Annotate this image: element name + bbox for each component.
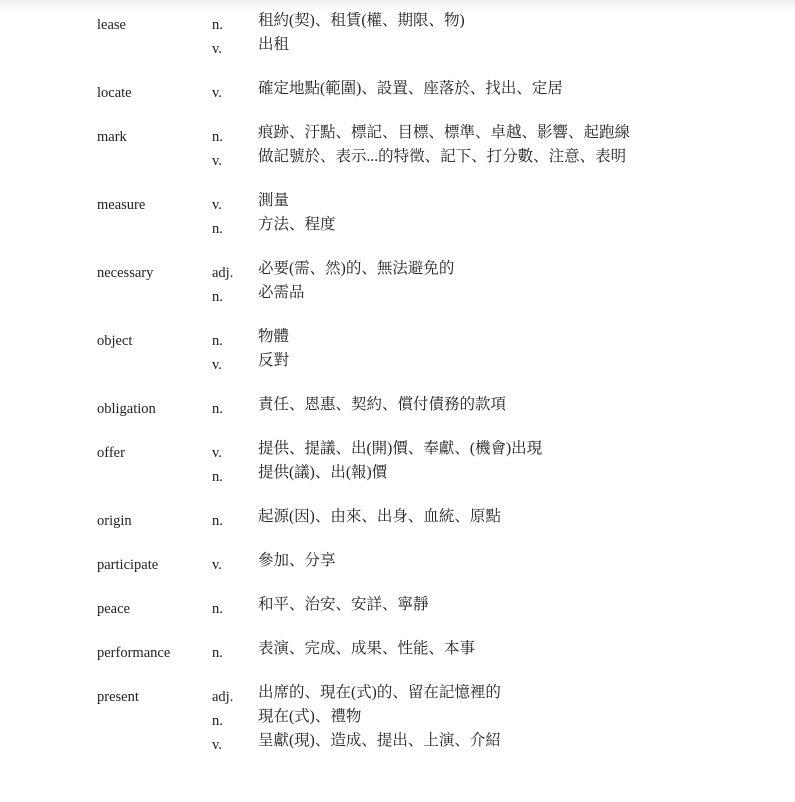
vocab-entry [0,77,795,101]
sense-row [0,77,795,101]
definition: 責任、恩惠、契約、償付債務的款項 [258,396,507,413]
entry-word: participate [97,557,159,573]
part-of-speech: n. [212,401,223,417]
sense-row [0,729,795,753]
part-of-speech: v. [212,197,222,213]
part-of-speech: adj. [212,689,234,705]
sense-row [0,9,795,33]
part-of-speech: adj. [212,265,234,281]
entry-word: locate [97,85,132,101]
sense-list [0,77,795,101]
entry-word: origin [97,513,132,529]
sense-row [0,257,795,281]
definition: 呈獻(現)、造成、提出、上演、介紹 [258,732,501,749]
sense-list [0,549,795,573]
definition: 做記號於、表示...的特徵、記下、打分數、注意、表明 [258,148,627,165]
part-of-speech: n. [212,469,223,485]
vocab-entry [0,505,795,529]
sense-list [0,121,795,169]
definition: 參加、分享 [258,552,336,569]
entry-word: lease [97,17,126,33]
sense-row [0,593,795,617]
part-of-speech: v. [212,41,222,57]
part-of-speech: n. [212,601,223,617]
definition: 痕跡、汙點、標記、目標、標準、卓越、影響、起跑線 [258,124,631,141]
definition: 必要(需、然)的、無法避免的 [258,260,455,277]
sense-list [0,593,795,617]
definition: 和平、治安、安詳、寧靜 [258,596,429,613]
sense-row [0,281,795,305]
sense-row [0,681,795,705]
entry-word: performance [97,645,171,661]
definition: 必需品 [258,284,305,301]
part-of-speech: n. [212,221,223,237]
sense-list [0,437,795,485]
sense-row [0,437,795,461]
sense-list [0,257,795,305]
entry-word: obligation [97,401,156,417]
vocab-entry [0,593,795,617]
vocab-entry [0,9,795,57]
sense-list [0,505,795,529]
vocab-entry [0,325,795,373]
part-of-speech: v. [212,557,222,573]
sense-row [0,549,795,573]
sense-row [0,461,795,485]
sense-row [0,393,795,417]
entry-word: mark [97,129,127,145]
entry-word: necessary [97,265,154,281]
definition: 物體 [258,328,290,345]
entry-word: measure [97,197,146,213]
vocab-entry [0,437,795,485]
sense-list [0,9,795,57]
sense-list [0,393,795,417]
sense-list [0,325,795,373]
sense-row [0,637,795,661]
definition: 表演、完成、成果、性能、本事 [258,640,476,657]
part-of-speech: n. [212,17,223,33]
sense-row [0,121,795,145]
definition: 出席的、現在(式)的、留在記憶裡的 [258,684,501,701]
part-of-speech: v. [212,445,222,461]
vocab-entry [0,681,795,753]
part-of-speech: n. [212,713,223,729]
sense-row [0,213,795,237]
entry-word: present [97,689,139,705]
part-of-speech: n. [212,645,223,661]
sense-row [0,705,795,729]
definition: 起源(因)、由來、出身、血統、原點 [258,508,501,525]
definition: 提供(議)、出(報)價 [258,464,388,481]
definition: 方法、程度 [258,216,336,233]
vocab-entry [0,549,795,573]
sense-list [0,681,795,753]
sense-row [0,349,795,373]
sense-list [0,189,795,237]
sense-row [0,33,795,57]
entry-word: object [97,333,133,349]
part-of-speech: n. [212,289,223,305]
part-of-speech: v. [212,153,222,169]
sense-row [0,505,795,529]
entry-word: peace [97,601,130,617]
part-of-speech: v. [212,85,222,101]
entry-word: offer [97,445,125,461]
vocab-entry [0,257,795,305]
part-of-speech: n. [212,513,223,529]
part-of-speech: v. [212,357,222,373]
part-of-speech: n. [212,129,223,145]
definition: 現在(式)、禮物 [258,708,362,725]
vocab-entry [0,637,795,661]
sense-row [0,325,795,349]
sense-row [0,189,795,213]
vocab-entry [0,121,795,169]
vocab-entry [0,189,795,237]
definition: 反對 [258,352,290,369]
definition: 出租 [258,36,290,53]
definition: 租約(契)、租賃(權、期限、物) [258,12,465,29]
definition: 測量 [258,192,290,209]
vocab-entry [0,393,795,417]
definition: 確定地點(範圍)、設置、座落於、找出、定居 [258,80,563,97]
part-of-speech: n. [212,333,223,349]
part-of-speech: v. [212,737,222,753]
sense-row [0,145,795,169]
definition: 提供、提議、出(開)價、奉獻、(機會)出現 [258,440,543,457]
sense-list [0,637,795,661]
vocabulary-list [0,9,795,773]
